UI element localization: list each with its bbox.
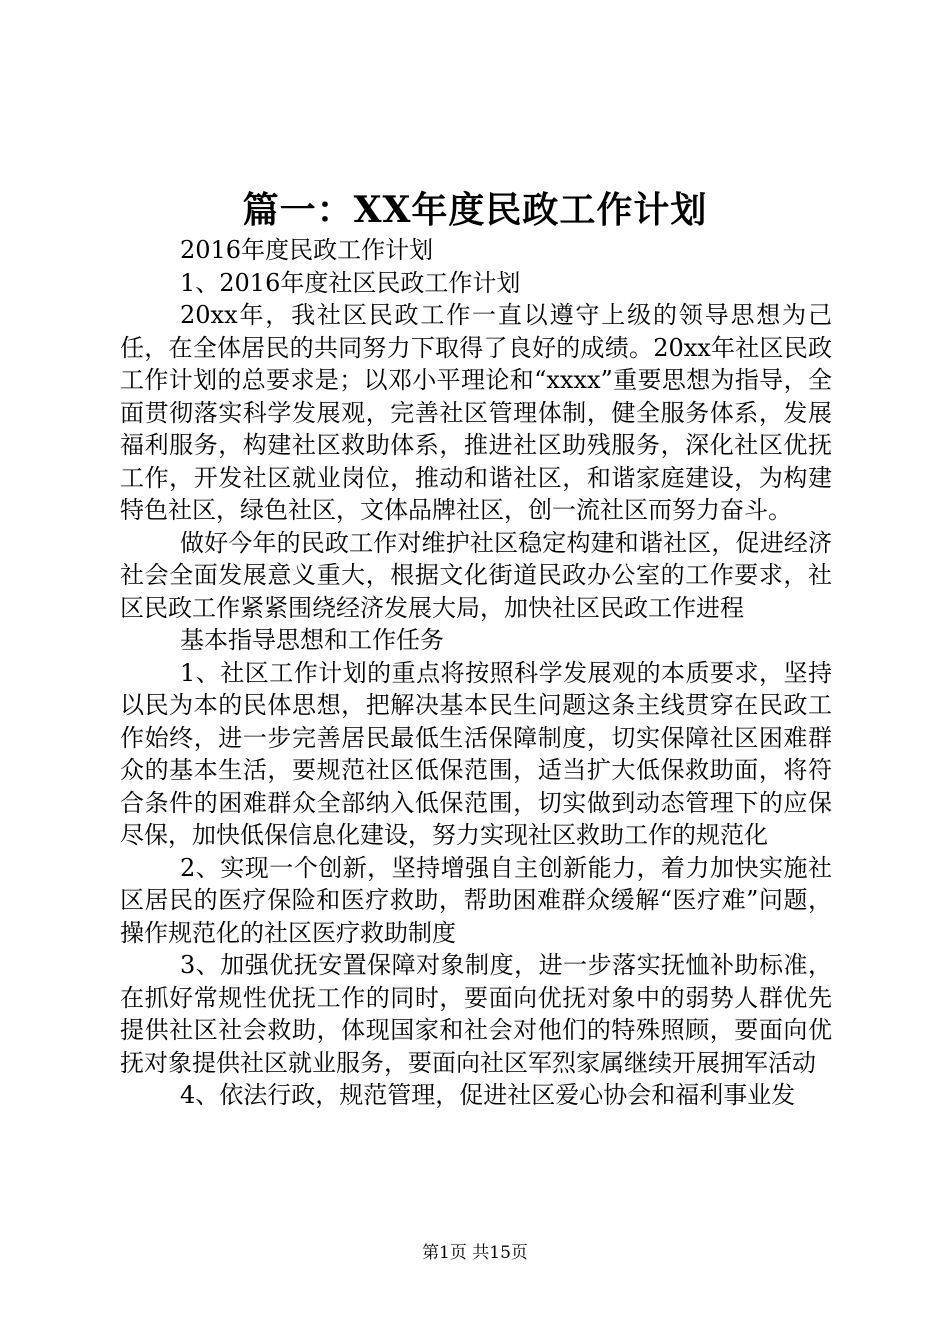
document-title: 篇一：XX年度民政工作计划 xyxy=(242,189,708,231)
paragraph-task-2: 2、实现一个创新，坚持增强自主创新能力，着力加快实施社区居民的医疗保险和医疗救助，帮助困难群众缓解“医疗难”问题，操作规范化的社区医疗救助制度 xyxy=(120,853,832,947)
paragraph-section-heading: 1、2016年度社区民政工作计划 xyxy=(180,268,521,297)
paragraph-task-1: 1、社区工作计划的重点将按照科学发展观的本质要求，坚持以民为本的民体思想，把解决基本民生问题这条主线贯穿在民政工作始终，进一步完善居民最低生活保障制度，切实保障社区困难群众的基本生活，要规范社区低保范围，适当扩大低保救助面，将符合条件的困难群众全部纳入低保范围，切实做到动态管理下的应保尽保，加快低保信息化建设，努力实现社区救助工作的规范化 xyxy=(120,658,832,849)
document-body xyxy=(120,234,832,1112)
paragraph-plan-title: 2016年度民政工作计划 xyxy=(180,236,434,264)
paragraph-overview: 20xx年，我社区民政工作一直以遵守上级的领导思想为己任，在全体居民的共同努力下取得了良好的成绩。20xx年社区民政工作计划的总要求是；以邓小平理论和“xxxx”重要思想为指导，全面贯彻落实科学发展观，完善社区管理体制，健全服务体系，发展福利服务，构建社区救助体系，推进社区助残服务，深化社区优抚工作，开发社区就业岗位，推动和谐社区，和谐家庭建设，为构建特色社区，绿色社区，文体品牌社区，创一流社区而努力奋斗。 xyxy=(120,301,832,524)
page-footer: 第1页 共15页 xyxy=(422,1243,528,1263)
paragraph-task-4: 4、依法行政，规范管理，促进社区爱心协会和福利事业发 xyxy=(180,1081,796,1109)
paragraph-guiding-heading: 基本指导思想和工作任务 xyxy=(180,626,444,654)
paragraph-task-3: 3、加强优抚安置保障对象制度，进一步落实抚恤补助标准，在抓好常规性优抚工作的同时，要面向优抚对象中的弱势人群优先提供社区社会救助，体现国家和社会对他们的特殊照顾，要面向优抚对象提供社区就业服务，要面向社区军烈家属继续开展拥军活动 xyxy=(120,951,832,1077)
paragraph-significance: 做好今年的民政工作对维护社区稳定构建和谐社区，促进经济社会全面发展意义重大，根据文化街道民政办公室的工作要求，社区民政工作紧紧围绕经济发展大局，加快社区民政工作进程 xyxy=(120,528,832,622)
